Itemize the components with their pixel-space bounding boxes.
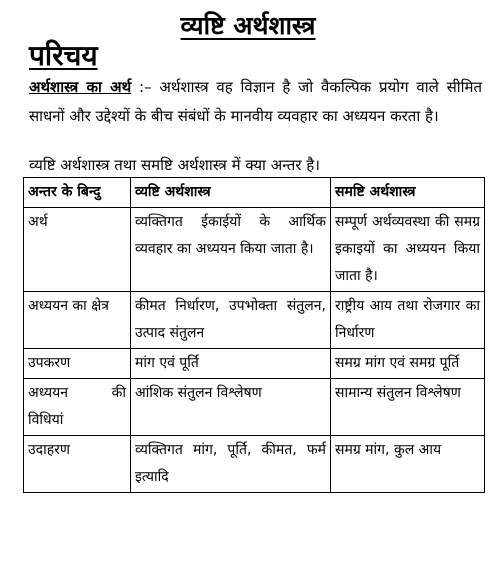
table-row	[24, 436, 485, 493]
micro-cell: कीमत निर्धारण, उपभोक्ता संतुलन, उत्पाद संतुलन	[131, 292, 331, 349]
table-header-row	[24, 178, 485, 208]
definition-term: अर्थशास्त्र का अर्थ	[29, 78, 132, 96]
macro-cell: सामान्य संतुलन विश्लेषण	[331, 379, 485, 436]
question-text: व्यष्टि अर्थशास्त्र तथा समष्टि अर्थशास्त्र में क्या अन्तर है।	[29, 156, 320, 174]
header-cell-micro: व्यष्टि अर्थशास्त्र	[131, 178, 331, 208]
section-heading: परिचय	[29, 39, 98, 72]
table-row	[24, 349, 485, 379]
macro-cell: सम्पूर्ण अर्थव्यवस्था की समग्र इकाइयों का अध्ययन किया जाता है।	[331, 208, 485, 292]
micro-cell: मांग एवं पूर्ति	[131, 349, 331, 379]
document-title: व्यष्टि अर्थशास्त्र	[180, 11, 316, 40]
comparison-table	[23, 177, 485, 493]
row-label: अर्थ	[24, 208, 131, 292]
definition-paragraph	[29, 73, 482, 131]
header-cell-points: अन्तर के बिन्दु	[24, 178, 131, 208]
micro-cell: व्यक्तिगत मांग, पूर्ति, कीमत, फर्म इत्यादि	[131, 436, 331, 493]
macro-cell: समग्र मांग, कुल आय	[331, 436, 485, 493]
macro-cell: राष्ट्रीय आय तथा रोजगार का निर्धारण	[331, 292, 485, 349]
table-row	[24, 379, 485, 436]
row-label: अध्ययन का क्षेत्र	[24, 292, 131, 349]
row-label: उपकरण	[24, 349, 131, 379]
header-cell-macro: समष्टि अर्थशास्त्र	[331, 178, 485, 208]
micro-cell: आंशिक संतुलन विश्लेषण	[131, 379, 331, 436]
table-row	[24, 208, 485, 292]
micro-cell: व्यक्तिगत ईकाईयों के आर्थिक व्यवहार का अध्ययन किया जाता है।	[131, 208, 331, 292]
macro-cell: समग्र मांग एवं समग्र पूर्ति	[331, 349, 485, 379]
row-label: अध्ययन की विधियां	[24, 379, 131, 436]
row-label: उदाहरण	[24, 436, 131, 493]
definition-text: :– अर्थशास्त्र वह विज्ञान है जो वैकल्पिक प्रयोग वाले सीमित साधनों और उद्देश्यों के बीच संबंधों के मानवीय व्यवहार का अध्ययन करता है।	[29, 78, 482, 125]
table-row	[24, 292, 485, 349]
